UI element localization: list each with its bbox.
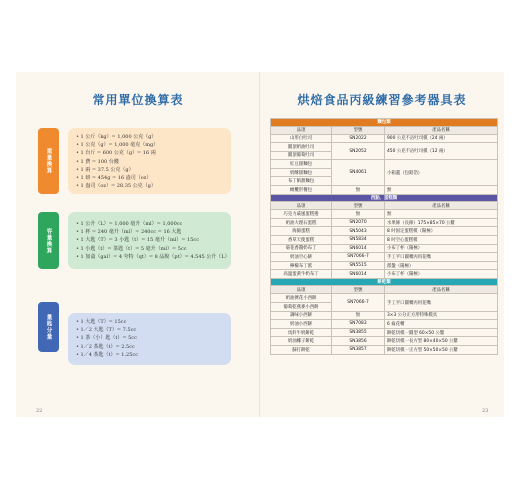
item-cell: 圓頂葡萄吐司 xyxy=(271,151,332,160)
col-header-model: 型號 xyxy=(332,126,385,134)
item-cell: 檸檬布丁派 xyxy=(271,261,332,270)
conversion-item: • 1 費 = 100 台錢 xyxy=(76,158,231,166)
table-row xyxy=(271,345,498,354)
product-cell: 900 公克不沾吐司模（24 兩） xyxy=(385,134,498,143)
item-cell: 葡萄乾燕麥小西餅 xyxy=(271,303,332,312)
product-cell: 小箱蓋（包鋁箔） xyxy=(385,160,498,186)
conversion-item: • 1 磅 = 454g = 16 盎司（oz） xyxy=(76,174,231,182)
table-row xyxy=(271,337,498,346)
table-row xyxy=(271,253,498,262)
model-cell: SN5043 xyxy=(332,227,385,236)
table-row xyxy=(271,328,498,337)
conversion-item: • 1 公升（L）= 1,000 毫升（ml）= 1,000cc xyxy=(76,220,231,228)
item-cell: 香草天使蛋糕 xyxy=(271,235,332,244)
col-header-model: 型號 xyxy=(332,202,385,210)
weight-conversion-box xyxy=(68,128,231,194)
right-page-number: 23 xyxy=(482,408,489,414)
product-cell: 450 公克不沾吐司模（12 兩） xyxy=(385,143,498,160)
product-cell: 餅乾切模一正方型 50×50×50 公釐 xyxy=(385,345,498,354)
product-cell: 小布丁杯（陽極） xyxy=(385,244,498,253)
col-header-model: 型號 xyxy=(332,286,385,294)
model-cell: SN2070 xyxy=(332,218,385,227)
product-cell: 無 xyxy=(385,186,498,195)
product-cell: 餅乾切模一長方型 80×40×50 公釐 xyxy=(385,337,498,346)
model-cell: SN2022 xyxy=(332,134,385,143)
product-cell: 餅乾切模一圓型 60×50 公釐 xyxy=(385,328,498,337)
col-header-product: 產品名稱 xyxy=(385,286,498,294)
model-cell: 無 xyxy=(332,311,385,320)
product-cell: 8 吋空心蛋糕模 xyxy=(385,235,498,244)
item-cell: 高溫蛋黃牛奶布丁 xyxy=(271,270,332,279)
model-cell: SN3857 xyxy=(332,345,385,354)
conversion-item: • 1 杯 = 240 毫升（ml）= 240cc = 16 大匙 xyxy=(76,228,231,236)
volume-section-tag: 容量換算 xyxy=(38,212,59,269)
table-row xyxy=(271,261,498,270)
table-row xyxy=(271,235,498,244)
section-header-bread xyxy=(271,119,498,127)
conversion-item: • 1／2 茶匙（t）= 2.5cc xyxy=(76,343,231,351)
conversion-item: • 1 大匙（T）= 3 小匙（t）= 15 毫升（ml）= 15cc xyxy=(76,236,231,244)
conversion-item: • 1 茶（小）匙（t）= 5cc xyxy=(76,334,231,342)
model-cell: SN6014 xyxy=(332,270,385,279)
column-header-row xyxy=(271,202,498,210)
conversion-item: • 1／4 茶匙（t）= 1.25cc xyxy=(76,351,231,359)
section-header-cookies xyxy=(271,278,498,286)
table-row xyxy=(271,244,498,253)
weight-section-tag: 重量換算 xyxy=(38,128,59,194)
col-header-item: 品項 xyxy=(271,286,332,294)
table-row xyxy=(271,227,498,236)
equipment-table xyxy=(270,118,498,355)
table-row xyxy=(271,210,498,219)
model-cell: SN5834 xyxy=(332,235,385,244)
model-cell: SN5515 xyxy=(332,261,385,270)
item-cell: 馬鈴牛奶餅乾 xyxy=(271,328,332,337)
model-cell: SN3855 xyxy=(332,328,385,337)
col-header-product: 產品名稱 xyxy=(385,202,498,210)
product-cell: 水果條（長條）175×85×70 公釐 xyxy=(385,218,498,227)
item-cell: 調味小西餅 xyxy=(271,311,332,320)
section-header-pastry xyxy=(271,194,498,202)
table-row xyxy=(271,134,498,143)
item-cell: 紅豆甜麵包 xyxy=(271,160,332,169)
column-header-row xyxy=(271,126,498,134)
table-row xyxy=(271,320,498,329)
conversion-item: • 1 公克（g）= 1,000 毫克（mg） xyxy=(76,141,231,149)
item-cell: 海綿蛋糕 xyxy=(271,227,332,236)
col-header-product: 產品名稱 xyxy=(385,126,498,134)
item-cell: 山形白吐司 xyxy=(271,134,332,143)
col-header-item: 品項 xyxy=(271,126,332,134)
model-cell: 無 xyxy=(332,186,385,195)
product-cell: 派盤（陽極） xyxy=(385,261,498,270)
item-cell: 橄欖形餐包 xyxy=(271,186,332,195)
item-cell: 布丁餡甜麵包 xyxy=(271,177,332,186)
product-cell: 小布丁杯（陽極） xyxy=(385,270,498,279)
column-header-row xyxy=(271,286,498,294)
product-cell: 無 xyxy=(385,210,498,219)
item-cell: 圓頂奶油吐司 xyxy=(271,143,332,152)
model-cell: 無 xyxy=(332,210,385,219)
equipment-table-title: 烘焙食品丙級練習參考器具表 xyxy=(297,93,467,107)
spoon-measure-box xyxy=(68,313,231,365)
conversion-item: • 1 加侖（gal）= 4 夸特（qt）= 8 品脫（pt）= 4.545 公升（L） xyxy=(76,253,231,261)
conversion-item: • 1 大匙（T）= 15cc xyxy=(76,318,231,326)
spoon-section-tag: 量匙分量 xyxy=(38,302,59,352)
model-cell: SN4061 xyxy=(332,160,385,186)
table-row xyxy=(271,270,498,279)
table-row xyxy=(271,218,498,227)
section-name: 西點、蛋糕類 xyxy=(271,194,498,202)
model-cell: SN7066-7 xyxy=(332,294,385,311)
item-cell: 奶酥甜麵包 xyxy=(271,168,332,177)
model-cell: SN7083 xyxy=(332,320,385,329)
item-cell: 奶油小西餅 xyxy=(271,320,332,329)
left-page xyxy=(16,72,260,417)
product-cell: 8 吋固定蛋糕模（陽極） xyxy=(385,227,498,236)
model-cell: SN7066-7 xyxy=(332,253,385,262)
table-row xyxy=(271,311,498,320)
model-cell: SN2052 xyxy=(332,143,385,160)
table-row xyxy=(271,160,498,169)
product-cell: 手工平口圓嘴丙用花嘴 xyxy=(385,294,498,311)
col-header-item: 品項 xyxy=(271,202,332,210)
item-cell: 奶油擠花小西餅 xyxy=(271,294,332,303)
item-cell: 奶油空心餅 xyxy=(271,253,332,262)
item-cell: 蘇打餅乾 xyxy=(271,345,332,354)
conversion-item: • 1 盎司（oz）= 28.35 公克（g） xyxy=(76,182,231,190)
table-row xyxy=(271,143,498,152)
item-cell: 奶油大理石蛋糕 xyxy=(271,218,332,227)
model-cell: SN3856 xyxy=(332,337,385,346)
item-cell: 菊花香醬奶布丁 xyxy=(271,244,332,253)
conversion-item: • 1 公斤（kg）= 1,000 公克（g） xyxy=(76,133,231,141)
table-row xyxy=(271,294,498,303)
product-cell: 6 齒花嘴 xyxy=(385,320,498,329)
product-cell: 手工平口圓嘴丙用花嘴 xyxy=(385,253,498,262)
table-row xyxy=(271,186,498,195)
conversion-item: • 1 台斤 = 600 公克（g）= 16 兩 xyxy=(76,149,231,157)
model-cell: SN6014 xyxy=(332,244,385,253)
section-name: 麵包類 xyxy=(271,119,498,127)
item-cell: 奶油椰子餅乾 xyxy=(271,337,332,346)
item-cell: 巧克力戚風蛋糕捲 xyxy=(271,210,332,219)
section-name: 餅乾類 xyxy=(271,278,498,286)
product-cell: 3×3 公分正方形特殊模具 xyxy=(385,311,498,320)
conversion-item: • 1／2 大匙（T）= 7.5cc xyxy=(76,326,231,334)
unit-conversion-title: 常用單位換算表 xyxy=(92,93,184,107)
volume-conversion-box xyxy=(68,212,231,269)
conversion-item: • 1 小匙（t）= 茶匙（t）= 5 毫升（ml）= 5cc xyxy=(76,245,231,253)
left-page-number: 22 xyxy=(36,408,43,414)
conversion-item: • 1 兩 = 37.5 公克（g） xyxy=(76,166,231,174)
